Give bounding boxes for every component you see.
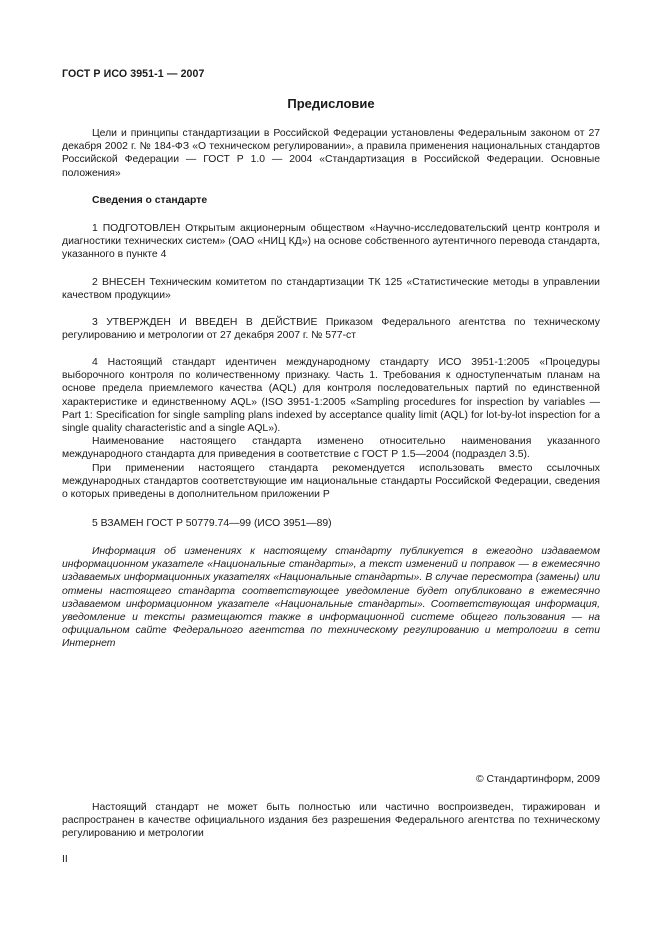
item-4-references-paragraph: При применении настоящего стандарта рекомендуется использовать вместо ссылочных международных стандартов соответствующие им национальные стандарты Российской Федерации, сведения о которых приведены в дополнительном приложении Р xyxy=(62,462,600,501)
standard-code-header: ГОСТ Р ИСО 3951-1 — 2007 xyxy=(62,68,205,80)
item-3-block xyxy=(62,316,600,342)
copyright-line: © Стандартинформ, 2009 xyxy=(475,774,600,785)
item-4-paragraph: 4 Настоящий стандарт идентичен международному стандарту ИСО 3951-1:2005 «Процедуры выборочного контроля по количественному признаку. Часть 1. Требования к одноступенчатым планам на основе предела приемлемого качества (AQL) для контроля последовательных партий по единственной характеристике и единственному AQL» (ISO 3951-1:2005 «Sampling procedures for inspection by variables — Part 1: Specification for single sampling plans indexed by acceptance quality limit (AQL) for lot-by-lot inspection for a single quality characteristic and a single AQL»). xyxy=(62,357,600,435)
section-subheading: Сведения о стандарте xyxy=(92,195,208,206)
item-2-block xyxy=(62,276,600,302)
item-2-paragraph: 2 ВНЕСЕН Техническим комитетом по стандартизации ТК 125 «Статистические методы в управлении качеством продукции» xyxy=(62,277,600,302)
item-1-paragraph: 1 ПОДГОТОВЛЕН Открытым акционерным обществом «Научно-исследовательский центр контроля и диагностики технических систем» (ОАО «НИЦ КД») на основе собственного аутентичного перевода стандарта, указанного в пункте 4 xyxy=(62,223,600,261)
item-1-block xyxy=(62,222,600,262)
change-notice-paragraph: Информация об изменениях к настоящему стандарту публикуется в ежегодно издаваемом информационном указателе «Национальные стандарты», а текст изменений и поправок — в ежемесячно издаваемых информационных указателях «Национальные стандарты». В случае пересмотра (замены) или отмены настоящего стандарта соответствующее уведомление будет опубликовано в ежемесячно издаваемом информационном указателе «Национальные стандарты». Соответствующая информация, уведомление и тексты размещаются также в информационной системе общего пользования — на официальном сайте Федерального агентства по техническому регулированию и метрологии в сети Интернет xyxy=(62,546,600,650)
item-4-rename-paragraph: Наименование настоящего стандарта изменено относительно наименования указанного международного стандарта для приведения в соответствие с ГОСТ Р 1.5—2004 (подраздел 3.5). xyxy=(62,436,600,461)
page-number: II xyxy=(62,854,68,865)
intro-paragraph: Цели и принципы стандартизации в Российской Федерации установлены Федеральным законом от 27 декабря 2002 г. № 184-ФЗ «О техническом регулировании», а правила применения национальных стандартов Российской Федерации — ГОСТ Р 1.0 — 2004 «Стандартизация в Российской Федерации. Основные положения» xyxy=(62,128,600,179)
item-5-paragraph: 5 ВЗАМЕН ГОСТ Р 50779.74—99 (ИСО 3951—89) xyxy=(92,518,332,529)
item-4-block xyxy=(62,356,600,501)
reproduction-notice-paragraph: Настоящий стандарт не может быть полностью или частично воспроизведен, тиражирован и распространен в качестве официального издания без разрешения Федерального агентства по техническому регулированию и метрологии xyxy=(62,802,600,840)
notice-block xyxy=(62,545,600,651)
item-5-block xyxy=(62,517,600,530)
page-title: Предисловие xyxy=(287,96,375,111)
footer-notice-block xyxy=(62,801,600,841)
subheading-block xyxy=(62,194,600,207)
intro-paragraph-block xyxy=(62,127,600,180)
item-3-paragraph: 3 УТВЕРЖДЕН И ВВЕДЕН В ДЕЙСТВИЕ Приказом Федерального агентства по техническому регулированию и метрологии от 27 декабря 2007 г. № 577-ст xyxy=(62,317,600,342)
